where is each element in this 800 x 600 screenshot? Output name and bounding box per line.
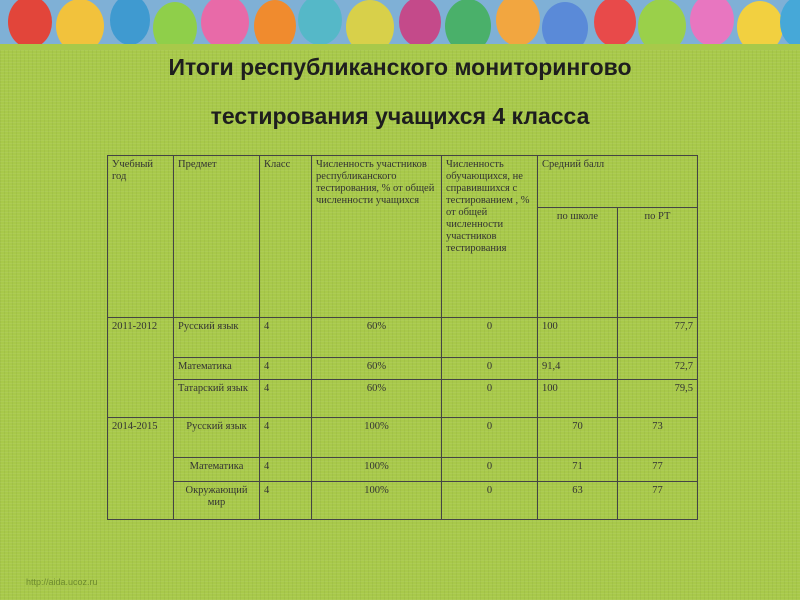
decorative-banner (0, 0, 800, 50)
rt-score-cell: 73 (618, 418, 698, 458)
class-cell: 4 (260, 418, 312, 458)
header-failed: Численность обучающихся, не справившихся с тестированием , % от общей численности участников тестирования (442, 156, 538, 318)
class-cell: 4 (260, 358, 312, 380)
slide-title-line-2: тестирования учащихся 4 класса (210, 103, 590, 129)
subject-cell: Математика (174, 458, 260, 482)
rt-score-cell: 72,7 (618, 358, 698, 380)
slide-title-line-1: Итоги республиканского мониторингово (168, 54, 632, 80)
class-cell: 4 (260, 380, 312, 418)
participants-cell: 100% (312, 418, 442, 458)
class-cell: 4 (260, 318, 312, 358)
failed-cell: 0 (442, 418, 538, 458)
header-avg-school: по школе (538, 208, 618, 318)
header-avg-rt: по РТ (618, 208, 698, 318)
header-class: Класс (260, 156, 312, 318)
participants-cell: 60% (312, 380, 442, 418)
participants-cell: 60% (312, 318, 442, 358)
table-row (108, 318, 698, 358)
subject-cell: Математика (174, 358, 260, 380)
subject-cell: Русский язык (174, 318, 260, 358)
failed-cell: 0 (442, 318, 538, 358)
failed-cell: 0 (442, 380, 538, 418)
easter-eggs-banner-image (0, 0, 800, 50)
participants-cell: 100% (312, 482, 442, 520)
class-cell: 4 (260, 458, 312, 482)
school-score-cell: 70 (538, 418, 618, 458)
class-cell: 4 (260, 482, 312, 520)
table-row (108, 418, 698, 458)
header-participants: Численность участников республиканского тестирования, % от общей численности учащихся (312, 156, 442, 318)
school-score-cell: 100 (538, 318, 618, 358)
monitoring-results-table (107, 155, 698, 520)
table-row (108, 482, 698, 520)
failed-cell: 0 (442, 458, 538, 482)
subject-cell: Татарский язык (174, 380, 260, 418)
rt-score-cell: 77,7 (618, 318, 698, 358)
rt-score-cell: 77 (618, 458, 698, 482)
failed-cell: 0 (442, 482, 538, 520)
school-score-cell: 100 (538, 380, 618, 418)
table-row (108, 380, 698, 418)
header-subject: Предмет (174, 156, 260, 318)
failed-cell: 0 (442, 358, 538, 380)
school-score-cell: 63 (538, 482, 618, 520)
rt-score-cell: 79,5 (618, 380, 698, 418)
participants-cell: 100% (312, 458, 442, 482)
subject-cell: Русский язык (174, 418, 260, 458)
participants-cell: 60% (312, 358, 442, 380)
school-score-cell: 71 (538, 458, 618, 482)
rt-score-cell: 77 (618, 482, 698, 520)
year-cell: 2014-2015 (108, 418, 174, 520)
table-row (108, 358, 698, 380)
footer-url: http://aida.ucoz.ru (26, 577, 98, 587)
header-year: Учебный год (108, 156, 174, 318)
table-row (108, 458, 698, 482)
school-score-cell: 91,4 (538, 358, 618, 380)
header-row-1 (108, 156, 698, 208)
year-cell: 2011-2012 (108, 318, 174, 418)
header-avg-score: Средний балл (538, 156, 698, 208)
subject-cell: Окружающий мир (174, 482, 260, 520)
